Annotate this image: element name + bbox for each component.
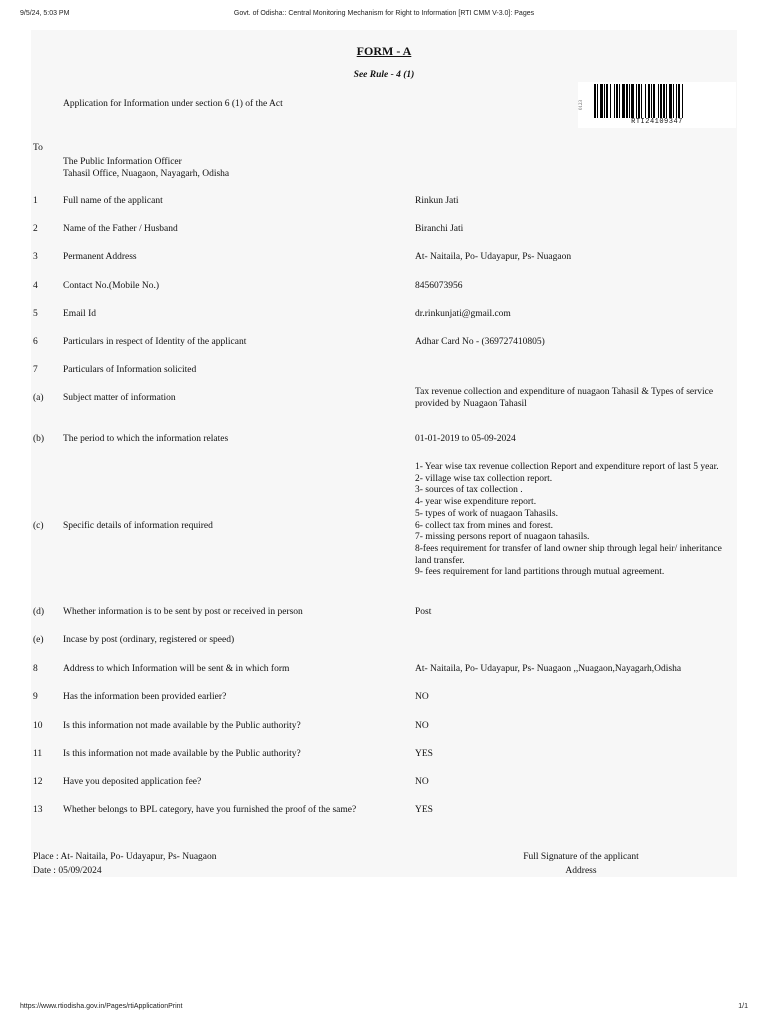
row-number: 9 [33, 692, 38, 702]
barcode-bar [651, 84, 652, 118]
barcode-bar [600, 84, 603, 118]
row-question: Full name of the applicant [63, 196, 163, 206]
rti-form-sheet [31, 30, 737, 877]
row-number: 11 [33, 749, 43, 759]
row-number: 4 [33, 281, 38, 291]
row-answer: Biranchi Jati [415, 224, 464, 234]
row-question: Contact No.(Mobile No.) [63, 281, 160, 291]
row-number: 5 [33, 309, 38, 319]
barcode-bar [666, 84, 667, 118]
row-question: Specific details of information required [63, 521, 213, 531]
form-subtitle: See Rule - 4 (1) [353, 70, 415, 80]
barcode-bar [678, 84, 680, 118]
date-text: Date : 05/09/2024 [33, 866, 102, 876]
row-number: 8 [33, 664, 38, 674]
form-intro: Application for Information under section 6 (1) of the Act [63, 99, 283, 109]
barcode-bar [626, 84, 628, 118]
signature-label: Full Signature of the applicant [523, 852, 639, 862]
barcode-bar [658, 84, 659, 118]
barcode-bar [638, 84, 640, 118]
row-number: 3 [33, 252, 38, 262]
barcode-bar [682, 84, 683, 118]
row-answer: NO [415, 777, 429, 787]
row-answer: At- Naitaila, Po- Udayapur, Ps- Nuagaon [415, 252, 572, 262]
row-question: Whether information is to be sent by post or received in person [63, 607, 303, 617]
barcode-bar [636, 84, 637, 118]
row-answer: At- Naitaila, Po- Udayapur, Ps- Nuagaon ,,Nuagaon,Nayagarh,Odisha [415, 664, 682, 674]
print-url: https://www.rtiodisha.gov.in/Pages/rtiApplicationPrint [20, 1003, 183, 1010]
row-answer: YES [415, 749, 433, 759]
row-answer: Rinkun Jati [415, 196, 459, 206]
barcode-bar [645, 84, 646, 118]
barcode-bar [629, 84, 630, 118]
row-question: Subject matter of information [63, 393, 176, 403]
details-item: 1- Year wise tax revenue collection Report and expenditure report of last 5 year. [415, 462, 719, 472]
row-answer: 8456073956 [415, 281, 463, 291]
row-number: (b) [33, 434, 45, 444]
barcode-bar [610, 84, 611, 118]
barcode-bar [597, 84, 598, 118]
barcode-bar [619, 84, 620, 118]
row-number: (e) [33, 635, 44, 645]
details-item: 2- village wise tax collection report. [415, 473, 553, 484]
barcode-bar [669, 84, 672, 118]
address-label: Address [565, 866, 597, 876]
details-required-list [415, 462, 735, 579]
recipient-address [63, 157, 229, 180]
row-answer: Adhar Card No - (369727410805) [415, 337, 545, 347]
details-item: 3- sources of tax collection . [415, 485, 523, 496]
row-number: 7 [33, 365, 38, 375]
barcode-bar [663, 84, 665, 118]
row-answer: NO [415, 721, 429, 731]
barcode-bars [594, 84, 720, 118]
place-text: Place : At- Naitaila, Po- Udayapur, Ps- Nuagaon [33, 852, 217, 862]
row-number: (c) [33, 521, 44, 531]
form-title: FORM - A [356, 44, 412, 58]
recipient-line-2: Tahasil Office, Nuagaon, Nayagarh, Odisha [63, 168, 230, 179]
row-question: Has the information been provided earlier? [63, 692, 227, 702]
print-page-title: Govt. of Odisha:: Central Monitoring Mechanism for Right to Information [RTI CMM V-3.0]: Pages [233, 10, 535, 17]
barcode-bar [660, 84, 662, 118]
row-question: Particulars of Information solicited [63, 365, 197, 375]
row-question: Whether belongs to BPL category, have you furnished the proof of the same? [63, 805, 357, 815]
details-item: 5- types of work of nuagaon Tahasils. [415, 508, 558, 519]
row-question: Permanent Address [63, 252, 137, 262]
barcode-bar [614, 84, 615, 118]
row-question: Particulars in respect of Identity of the applicant [63, 337, 247, 347]
barcode-bar [616, 84, 618, 118]
barcode-bar [631, 84, 634, 118]
barcode-bar [676, 84, 677, 118]
row-question: Name of the Father / Husband [63, 224, 178, 234]
details-item: 6- collect tax from mines and forest. [415, 520, 553, 531]
row-number: (d) [33, 607, 45, 617]
to-label: To [33, 143, 43, 153]
barcode-bar [648, 84, 650, 118]
row-question: Is this information not made available by the Public authority? [63, 721, 301, 731]
barcode-bar [594, 84, 596, 118]
print-datetime: 9/5/24, 5:03 PM [20, 10, 70, 17]
recipient-line-1: The Public Information Officer [63, 157, 182, 167]
details-item: 8-fees requirement for transfer of land owner ship through legal heir/ inheritance land transfer. [415, 543, 722, 566]
row-number: 10 [33, 721, 43, 731]
barcode-side-text: 0123 [579, 100, 584, 110]
row-answer: NO [415, 692, 429, 702]
barcode-bar [673, 84, 674, 118]
barcode-bar [606, 84, 608, 118]
signature-block [451, 850, 711, 878]
row-question: The period to which the information relates [63, 434, 229, 444]
row-number: (a) [33, 393, 44, 403]
row-number: 13 [33, 805, 43, 815]
row-question: Is this information not made available by the Public authority? [63, 749, 301, 759]
row-answer: Post [415, 607, 432, 617]
application-barcode [578, 82, 736, 128]
barcode-bar [653, 84, 655, 118]
row-number: 12 [33, 777, 43, 787]
row-question: Address to which Information will be sent & in which form [63, 664, 290, 674]
barcode-number: RTI24109347 [631, 118, 683, 126]
details-item: 4- year wise expenditure report. [415, 497, 537, 508]
details-item: 9- fees requirement for land partitions through mutual agreement. [415, 567, 665, 578]
print-page-number: 1/1 [738, 1003, 748, 1010]
row-number: 1 [33, 196, 38, 206]
details-item: 7- missing persons report of nuagaon tahasils. [415, 532, 590, 543]
row-question: Email Id [63, 309, 96, 319]
place-date-block [33, 850, 217, 878]
row-number: 2 [33, 224, 38, 234]
barcode-bar [622, 84, 625, 118]
row-answer: Tax revenue collection and expenditure of nuagaon Tahasil & Types of service provided by Nuagaon Tahasil [415, 387, 714, 409]
row-answer: 01-01-2019 to 05-09-2024 [415, 434, 516, 444]
row-number: 6 [33, 337, 38, 347]
row-question: Have you deposited application fee? [63, 777, 202, 787]
row-answer: YES [415, 805, 433, 815]
row-question: Incase by post (ordinary, registered or speed) [63, 635, 235, 645]
barcode-bar [641, 84, 642, 118]
row-answer: dr.rinkunjati@gmail.com [415, 309, 511, 319]
barcode-bar [604, 84, 605, 118]
